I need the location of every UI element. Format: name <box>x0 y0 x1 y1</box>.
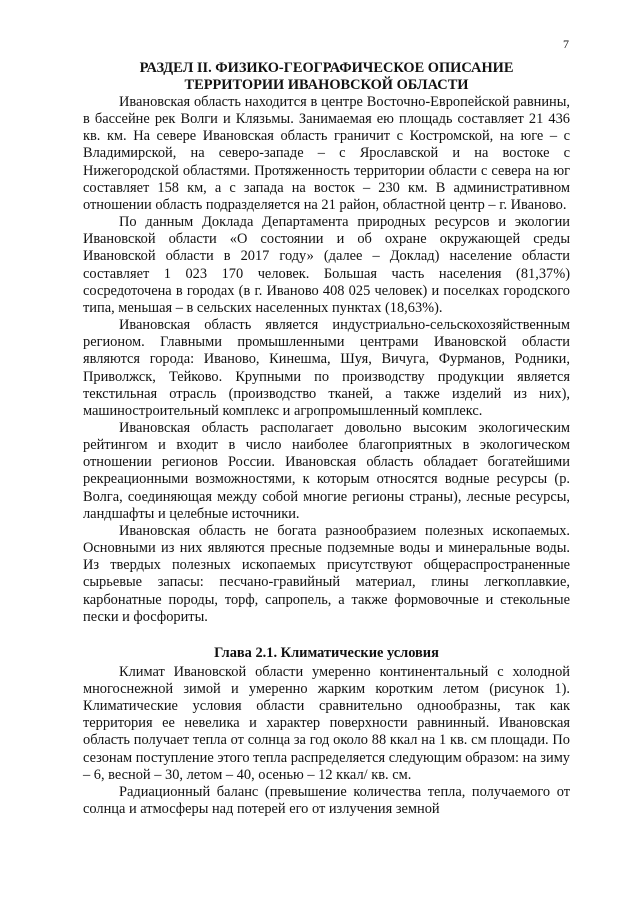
section-title-line-2: ТЕРРИТОРИИ ИВАНОВСКОЙ ОБЛАСТИ <box>184 77 469 93</box>
section-title-line-1: РАЗДЕЛ II. ФИЗИКО-ГЕОГРАФИЧЕСКОЕ ОПИСАНИЕ <box>139 60 514 76</box>
section-title <box>83 60 570 94</box>
page-content <box>83 60 570 818</box>
paragraph-population: По данным Доклада Департамента природных ресурсов и экологии Ивановской области «О состоянии и об охране окружающей среды Ивановской области в 2017 году» (далее – Доклад) население области составляет 1 023 170 человек. Большая часть населения (81,37%) сосредоточена в городах (в г. Иваново 408 025 человек) и поселках городского типа, меньшая – в сельских населенных пунктах (18,63%). <box>83 214 570 316</box>
paragraph-location: Ивановская область находится в центре Восточно-Европейской равнины, в бассейне рек Волги и Клязьмы. Занимаемая ею площадь составляет 21 436 кв. км. На севере Ивановская область граничит с Костромской, на юге – с Владимирской, на северо-западе – с Ярославской и на востоке с Нижегородской областями. Протяженность территории области с севера на юг составляет 158 км, а с запада на восток – 230 км. В административном отношении область подразделяется на 21 район, областной центр – г. Иваново. <box>83 94 570 213</box>
page-number: 7 <box>563 37 569 51</box>
paragraph-minerals: Ивановская область не богата разнообразием полезных ископаемых. Основными из них являются пресные подземные воды и минеральные воды. Из твердых полезных ископаемых присутствуют общераспространенные сырьевые запасы: песчано-гравийный материал, глины легкоплавкие, карбонатные породы, торф, сапропель, а также формовочные и стекольные пески и фосфориты. <box>83 522 570 625</box>
paragraph-industry: Ивановская область является индустриально-сельскохозяйственным регионом. Главными промышленными центрами Ивановской области являются города: Иваново, Кинешма, Шуя, Вичуга, Фурманов, Родники, Приволжск, Тейково. Крупными по производству продукции является текстильная отрасль (производство тканей, а также изделий из них), машиностроительный комплекс и агропромышленный комплекс. <box>83 317 570 419</box>
chapter-title: Глава 2.1. Климатические условия <box>214 644 439 661</box>
paragraph-climate: Климат Ивановской области умеренно континентальный с холодной многоснежной зимой и умеренно жарким коротким летом (рисунок 1). Климатические условия области сравнительно однообразны, так как территория ее невелика и характер поверхности равнинный. Ивановская область получает тепла от солнца за год около 88 ккал на 1 кв. см площади. По сезонам поступление этого тепла распределяется следующим образом: на зиму – 6, весной – 30, летом – 40, осенью – 12 ккал/ кв. см. <box>83 663 570 783</box>
paragraph-radiation-balance: Радиационный баланс (превышение количества тепла, получаемого от солнца и атмосферы над потерей его от излучения земной <box>83 783 570 818</box>
paragraph-ecology: Ивановская область располагает довольно высоким экологическим рейтингом и входит в число наиболее благоприятных в экологическом отношении регионов России. Ивановская область обладает богатейшими рекреационными возможностями, к которым относятся водные ресурсы (р. Волга, соединяющая между собой многие регионы страны), лесные ресурсы, ландшафты и целебные источники. <box>83 419 570 522</box>
